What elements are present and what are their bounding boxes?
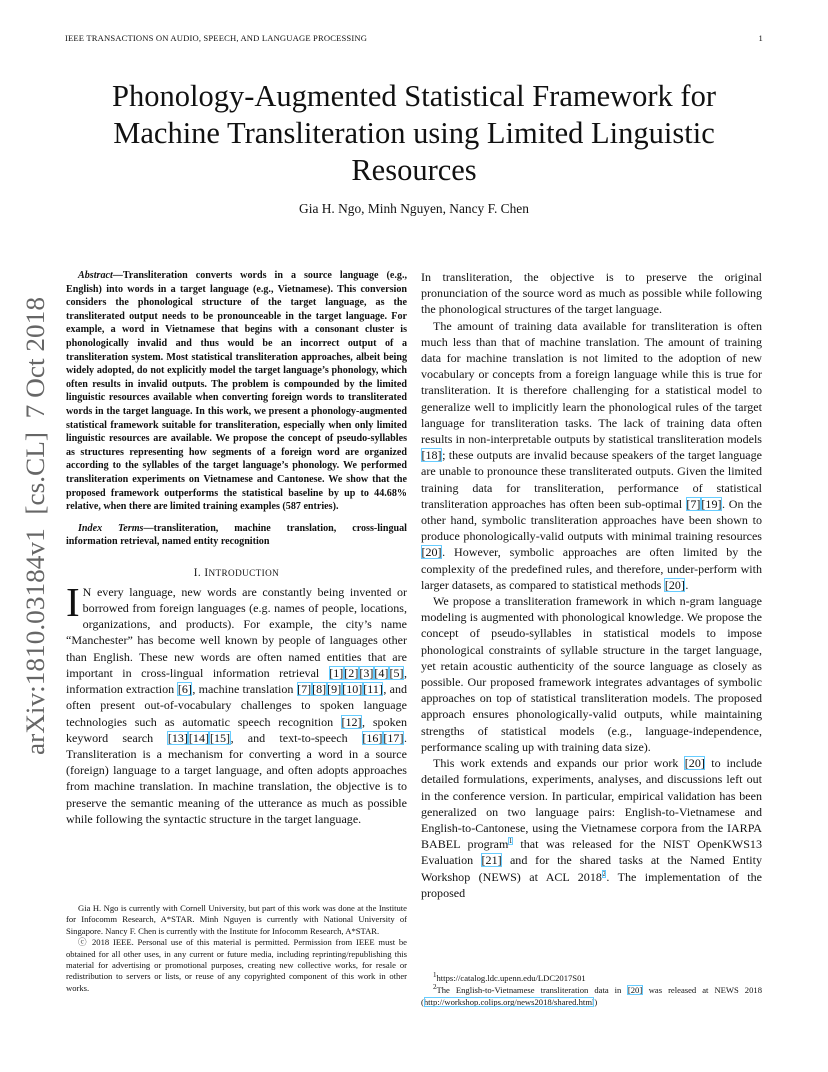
footnote-1	[421, 973, 762, 984]
body-text: . On the other hand, symbolic transliteration approaches have been shown to produce phonologically-valid outputs with minimal training resources	[421, 496, 762, 544]
drop-cap: I	[66, 578, 80, 625]
citation[interactable]: [2]	[344, 665, 359, 680]
body-text: ; these outputs are invalid because speakers of the target language are unable to pronounce these transliterated outputs. Given the limited training data for transliteration, performance of statistical transliteration approaches has often been sub-optimal	[421, 448, 762, 511]
citation[interactable]: [14]	[188, 730, 209, 745]
citation[interactable]: [20]	[421, 545, 442, 560]
citation[interactable]: [21]	[481, 853, 502, 868]
intro-text: , machine translation	[192, 682, 297, 697]
footnote-2-mark: 2	[433, 983, 437, 992]
citation[interactable]: [20]	[684, 756, 705, 771]
left-column	[66, 269, 407, 827]
arxiv-stamp-text: arXiv:1810.03184v1 [cs.CL] 7 Oct 2018	[20, 310, 50, 755]
journal-name: IEEE TRANSACTIONS ON AUDIO, SPEECH, AND LANGUAGE PROCESSING	[65, 33, 368, 43]
citation[interactable]: [5]	[389, 665, 404, 680]
body-text: to include detailed formulations, experiments, analyses, and discussions left out in the conference version. In particular, empirical validation has been generalized on two language pairs: English-to-Vietnamese and English-to-Cantonese, using the Vietnamese corpora from the IARPA BABEL program	[421, 756, 762, 852]
body-paragraph: In transliteration, the objective is to preserve the original pronunciation of the source word as much as possible while following the phonological structures of the target language.	[421, 270, 762, 317]
citation[interactable]: [16]	[362, 730, 383, 745]
body-text: The amount of training data available for transliteration is often much less than that of machine translation. The amount of training data for machine translation is not limited to the adoption of new vocabulary or concepts from a foreign language while this is true for transliteration. It is therefore challenging for a statistical model to generalize well to implicitly learn the phonological rules of the target language for transliteration tasks. The lack of training data often results in non-interpretable outputs by statistical transliteration models	[421, 318, 762, 447]
footnote-2-text: )	[594, 996, 598, 1007]
index-terms-text: —transliteration, machine translation, cross-lingual information retrieval, named entity recognition	[66, 522, 407, 548]
copyright-note: ⓒ 2018 IEEE. Personal use of this material is permitted. Permission from IEEE must be obtained for all other uses, in any current or future media, including reprinting/republishing this material for advertising or promotional purposes, creating new collective works, for resale or redistribution to servers or lists, or reuse of any copyrighted component of this work in other works.	[66, 937, 407, 993]
citation[interactable]: [18]	[421, 448, 442, 463]
citation[interactable]: [6]	[177, 682, 192, 697]
footnote-2-text: The English-to-Vietnamese transliteration data in	[436, 985, 628, 996]
footnote-marker[interactable]: 2	[602, 869, 606, 878]
section-heading	[66, 567, 407, 579]
body-text: This work extends and expands our prior work	[433, 756, 685, 771]
intro-text: , information extraction	[66, 665, 407, 697]
workshop-link[interactable]: http://workshop.colips.org/news2018/shared.html	[423, 996, 595, 1007]
citation[interactable]: [1]	[329, 665, 344, 680]
citation[interactable]: [20]	[664, 577, 685, 592]
body-text: and for the shared tasks at the Named Entity Workshop (NEWS) at ACL 2018	[421, 853, 762, 884]
intro-paragraph	[66, 578, 407, 827]
body-text: .	[685, 577, 689, 592]
citation[interactable]: [4]	[374, 665, 389, 680]
citation[interactable]: [12]	[341, 714, 362, 729]
citation[interactable]: [8]	[312, 682, 327, 697]
abstract-text: —Transliteration converts words in a source language (e.g., English) into words in a target language (e.g., Vietnamese). This conversion considers the phonological structure of the target language, as the transliterated output needs to be pronounceable in the target language. For example, a word in Vietnamese that begins with a consonant cluster is phonologically invalid and thus would be an incorrect output of a transliteration system. Most statistical transliteration approaches, albeit being widely adopted, do not explicitly model the target language’s phonology, which often results in invalid outputs. The problem is compounded by the limited linguistic resources available when converting foreign words to transliterated words in the target language. In this work, we present a phonology-augmented statistical framework suitable for transliteration, especially when only limited linguistic resources are available. We propose the concept of pseudo-syllables as structures representing how segments of a foreign word are organized according to the syllables of the target language’s phonology. We performed transliteration experiments on Vietnamese and Cantonese. We show that the proposed framework outperforms the statistical baseline by up to 44.68% relative, when there are limited training examples (587 entries).	[66, 270, 407, 513]
citation[interactable]: [10]	[342, 682, 363, 697]
body-paragraph	[421, 318, 762, 593]
index-terms	[66, 522, 407, 549]
footnote-2	[421, 985, 762, 1008]
author-list: Gia H. Ngo, Minh Nguyen, Nancy F. Chen	[299, 201, 529, 216]
citation[interactable]: [15]	[209, 730, 231, 745]
intro-text: , and text-to-speech	[230, 730, 362, 745]
running-header	[65, 33, 763, 47]
left-footnotes	[66, 903, 407, 994]
intro-text: , spoken keyword search	[66, 714, 407, 745]
abstract-lead: Abstract	[78, 270, 113, 281]
body-text: that was released for the NIST OpenKWS13 Evaluation	[421, 837, 762, 868]
citation[interactable]: [11]	[363, 682, 383, 697]
index-terms-lead: Index Terms	[78, 522, 144, 534]
citation[interactable]: [9]	[327, 682, 342, 697]
intro-text: , and often present out-of-vocabulary challenges to spoken language technologies such as automatic speech recognition	[66, 682, 407, 729]
intro-text: N every language, new words are constantly being invented or borrowed from foreign languages (e.g. names of people, locations, organizations, and products). For example, the city’s name “Manchester” has become well known by people of languages other than English. These new words are often named entities that are important in cross-lingual information retrieval	[66, 584, 407, 680]
abstract	[66, 269, 407, 514]
footnote-1-text: https://catalog.ldc.upenn.edu/LDC2017S01	[436, 973, 586, 983]
citation[interactable]: [7]	[297, 682, 312, 697]
citation[interactable]: [7]	[686, 496, 701, 511]
section-title-rest: NTRODUCTION	[208, 567, 280, 578]
citation[interactable]: [20]	[627, 985, 643, 996]
affiliation-note: Gia H. Ngo is currently with Cornell University, but part of this work was done at the Institute for Infocomm Research, A*STAR. Minh Nguyen is currently with National University of Singapore. Nancy F. Chen is currently with the Institute for Infocomm Research, A*STAR.	[66, 903, 407, 936]
body-text: . However, symbolic approaches are often limited by the complexity of the predefined rules, and therefore, under-perform with larger datasets, as compared to statistical methods	[421, 545, 762, 592]
section-title-first: I	[204, 566, 209, 579]
page-number: 1	[758, 33, 763, 43]
right-column	[421, 269, 762, 901]
right-footnotes	[421, 973, 762, 1009]
footnote-marker[interactable]: 1	[508, 837, 513, 846]
section-number: I.	[193, 566, 202, 579]
footnote-2-text: was released at NEWS 2018 (	[421, 985, 762, 1007]
footnote-1-mark: 1	[433, 971, 437, 980]
intro-text: . Transliteration is a mechanism for converting a word in a source (foreign) language to a target language, and often adopts approaches from machine translation. In machine translation, the objective is to preserve the semantic meaning of the utterance as much as possible while following the syntactic structure in the target language.	[66, 730, 407, 826]
body-paragraph	[421, 755, 762, 901]
citation[interactable]: [13]	[167, 730, 188, 745]
arxiv-stamp	[14, 297, 54, 755]
paper-title: Phonology-Augmented Statistical Framework for Machine Transliteration using Limited Linguistic Resources	[112, 79, 716, 187]
body-text: . The implementation of the proposed	[421, 869, 762, 900]
citation[interactable]: [19]	[701, 496, 722, 511]
body-paragraph: We propose a transliteration framework in which n-gram language modeling is augmented with phonological knowledge. We propose the concept of pseudo-syllables in statistical models to impose phonological constraints of syllable structure in the target language, yet retain acoustic authenticity of the source language as closely as possible. Our proposed framework integrates advantages of symbolic approaches on top of statistical transliteration models. The proposed approach ensures phonologically-valid outputs, while maintaining strengths of statistical models (e.g., language-independence, performance scaling up with training data size).	[421, 594, 762, 754]
citation[interactable]: [17]	[383, 730, 404, 745]
citation[interactable]: [3]	[359, 665, 374, 680]
